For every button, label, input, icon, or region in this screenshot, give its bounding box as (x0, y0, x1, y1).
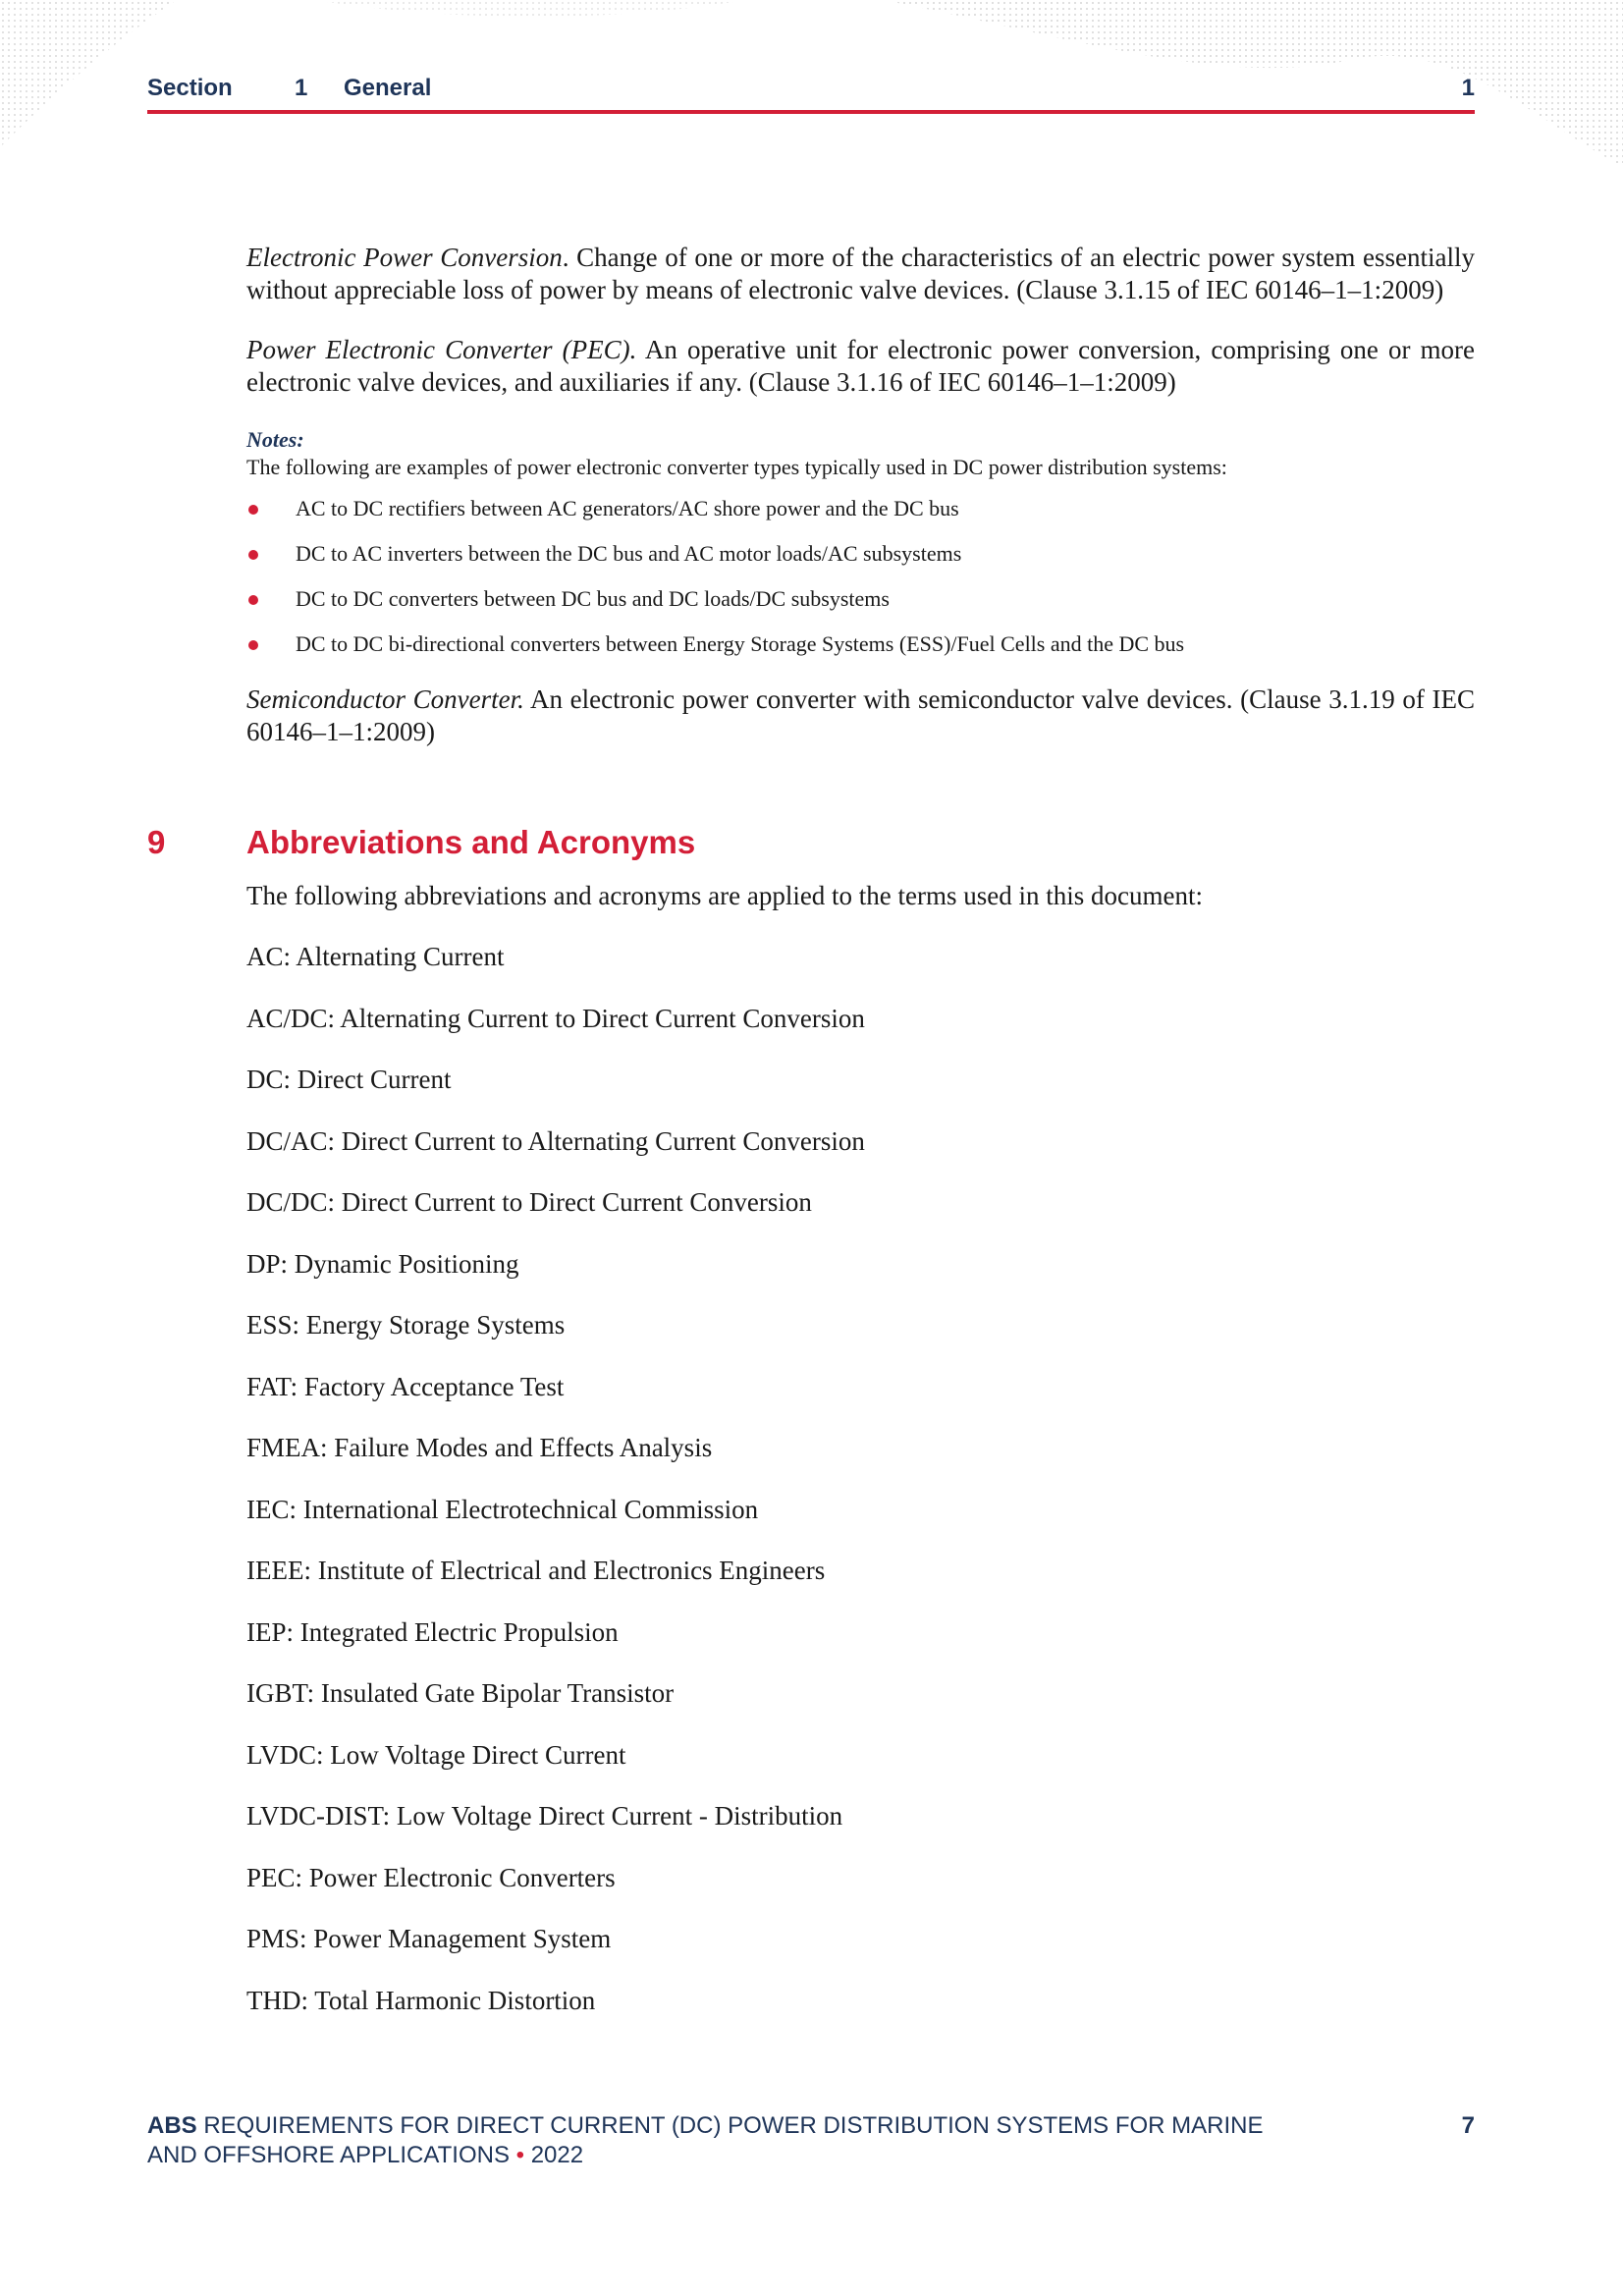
list-item: LVDC: Low Voltage Direct Current (246, 1739, 626, 1770)
list-item: DC/AC: Direct Current to Alternating Current Conversion (246, 1125, 865, 1156)
header-divider (147, 110, 1475, 114)
list-item: THD: Total Harmonic Distortion (246, 1985, 596, 2015)
list-item: FAT: Factory Acceptance Test (246, 1371, 565, 1401)
bullet-dot-icon (248, 595, 258, 605)
list-item: ESS: Energy Storage Systems (246, 1310, 566, 1339)
footer-line-1 (147, 2111, 1475, 2141)
definition-term: Power Electronic Converter (PEC). (246, 335, 637, 364)
definition-term: Electronic Power Conversion (246, 243, 563, 272)
page-header (147, 75, 1475, 110)
list-item: FMEA: Failure Modes and Effects Analysis (246, 1433, 713, 1462)
bullet-dot-icon (248, 550, 258, 560)
footer-title-line1: REQUIREMENTS FOR DIRECT CURRENT (DC) POWER DISTRIBUTION SYSTEMS FOR MARINE (196, 2112, 1264, 2139)
abbreviations-list (246, 941, 1475, 2017)
list-item: IEC: International Electrotechnical Commission (246, 1494, 759, 1524)
bullet-dot-icon (248, 640, 258, 650)
section-title: Abbreviations and Acronyms (246, 824, 696, 860)
abbreviations-block (246, 880, 1475, 2046)
list-item: IEEE: Institute of Electrical and Electronics Engineers (246, 1556, 826, 1585)
definitions-block (246, 242, 1475, 776)
definition-term: Semiconductor Converter. (246, 684, 524, 714)
list-item: AC/DC: Alternating Current to Direct Current Conversion (246, 1003, 865, 1033)
list-item: IGBT: Insulated Gate Bipolar Transistor (246, 1678, 675, 1708)
definition-text: An electronic power converter with semiconductor valve devices. (Clause 3.1.19 of IEC 60146–1–1:2009) (246, 684, 1475, 746)
list-item: AC: Alternating Current (246, 942, 505, 971)
header-section-title: General (344, 75, 432, 101)
list-item: DC: Direct Current (246, 1065, 452, 1094)
footer-title-line2: AND OFFSHORE APPLICATIONS (147, 2142, 510, 2168)
bullet-dot-icon (248, 505, 258, 515)
footer-page-number: 7 (1461, 2112, 1475, 2139)
list-item: DC to DC bi-directional converters between Energy Storage Systems (ESS)/Fuel Cells and the DC bus (246, 630, 1475, 658)
list-item: LVDC-DIST: Low Voltage Direct Current - Distribution (246, 1801, 843, 1831)
abbreviations-intro: The following abbreviations and acronyms are applied to the terms used in this document: (246, 881, 1204, 910)
footer-year: 2022 (530, 2142, 584, 2168)
definition-text: An operative unit for electronic power conversion, comprising one or more electronic valve devices, and auxiliaries if any. (Clause 3.1.16 of IEC 60146–1–1:2009) (246, 335, 1475, 397)
list-item: IEP: Integrated Electric Propulsion (246, 1616, 619, 1647)
definition-paragraph (246, 242, 1475, 306)
definition-term-punct: . (562, 243, 569, 272)
list-item: PMS: Power Management System (246, 1924, 612, 1953)
section-number: 9 (147, 824, 166, 860)
footer-separator: • (509, 2142, 531, 2168)
footer-brand: ABS (147, 2112, 197, 2139)
notes-bullet-list (246, 495, 1475, 658)
list-item: AC to DC rectifiers between AC generators/AC shore power and the DC bus (246, 495, 1475, 522)
list-item: DC/DC: Direct Current to Direct Current Conversion (246, 1187, 812, 1217)
header-section-label: Section (147, 75, 233, 101)
header-section-number: 1 (295, 75, 308, 101)
notes-label: Notes: (246, 427, 304, 452)
definition-paragraph (246, 683, 1475, 748)
definition-paragraph (246, 334, 1475, 399)
list-item: DP: Dynamic Positioning (246, 1248, 519, 1279)
notes-text: The following are examples of power electronic converter types typically used in DC power distribution systems: (246, 455, 1227, 479)
list-item: PEC: Power Electronic Converters (246, 1862, 616, 1892)
page-footer (147, 2111, 1475, 2170)
list-item: DC to AC inverters between the DC bus and AC motor loads/AC subsystems (246, 540, 1475, 568)
list-item: DC to DC converters between DC bus and DC loads/DC subsystems (246, 585, 1475, 613)
header-section-page: 1 (1461, 75, 1475, 101)
definition-text: Change of one or more of the characteristics of an electric power system essentially without appreciable loss of power by means of electronic valve devices. (Clause 3.1.15 of IEC 60146–1–1:2009) (246, 243, 1475, 304)
footer-line-2 (147, 2141, 1475, 2170)
